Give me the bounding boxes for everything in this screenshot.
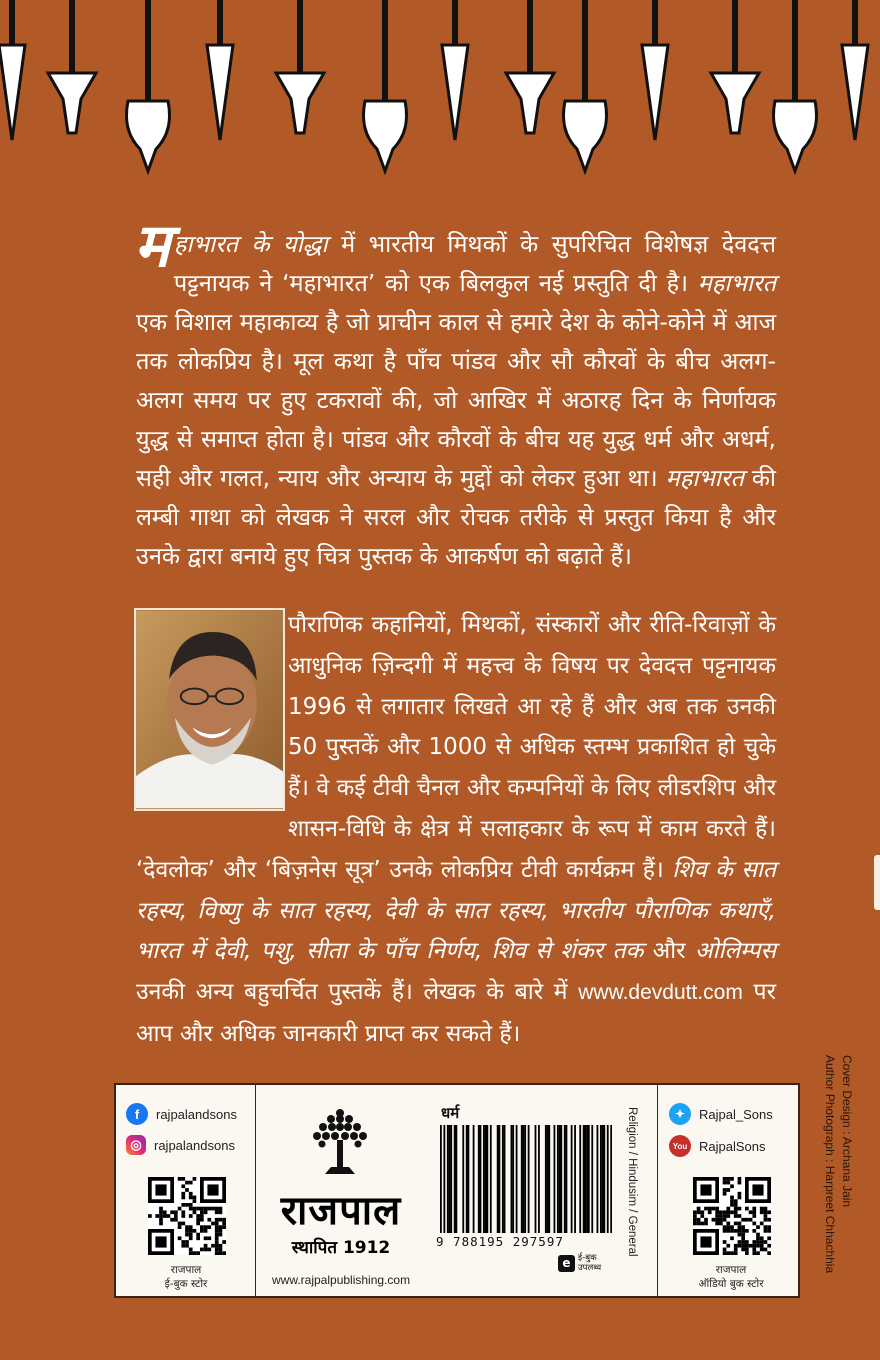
- drop-cap: म: [134, 211, 170, 281]
- publisher-website[interactable]: www.rajpalpublishing.com: [272, 1273, 411, 1287]
- isbn-barcode: [440, 1125, 612, 1233]
- youtube-handle: RajpalSons: [699, 1138, 766, 1154]
- spear-shape: [774, 0, 817, 171]
- qr-code-ebook-store[interactable]: [148, 1177, 226, 1255]
- blurb-text-1: में भारतीय मिथकों के सुपरिचित विशेषज्ञ देवदत्त पट्टनायक ने ‘महाभारत’ को एक बिलकुल नई प्रस्तुति दी है।: [173, 230, 777, 297]
- bio-books-italic: शिव के सात रहस्य, विष्णु के सात रहस्य, देवी के सात रहस्य, भारतीय पौराणिक कथाएँ, भारत में देवी, पशु, सीता के पाँच निर्णय, शिव से शंकर तक: [136, 856, 776, 965]
- blurb-text-3: की लम्बी गाथा को लेखक ने सरल और रोचक तरीके से प्रस्तुत किया है और उनके द्वारा बनाये हुए चित्र पुस्तक के आकर्षण को बढ़ाते हैं।: [136, 464, 776, 570]
- spear-shape: [0, 0, 25, 140]
- qr-left-caption-line-1: राजपाल: [170, 1264, 202, 1276]
- author-photo-credit: Author Photograph : Harpreet Chhachhia: [823, 1055, 837, 1274]
- category-english: Religion / Hindusim / General: [626, 1107, 638, 1257]
- bio-olympus-italic: ओलिम्पस: [694, 938, 776, 965]
- twitter-row[interactable]: [669, 1103, 773, 1125]
- qr-code-audiobook-store[interactable]: [693, 1177, 771, 1255]
- category-hindi: धर्म: [441, 1104, 460, 1122]
- qr-right-caption: [671, 1263, 791, 1291]
- bio-text-1: पौराणिक कहानियों, मिथकों, संस्कारों और रीति-रिवाज़ों के आधुनिक ज़िन्दगी में महत्त्व के विषय पर देवदत्त पट्टनायक 1996 से लगातार लिखते आ रहे हैं और अब तक उनकी 50 पुस्तकें और 1000 से अधिक स्तम्भ प्रकाशित हो चुके हैं। वे कई टीवी चैनल और कम्पनियों के लिए लीडरशिप और शासन-विधि के क्षेत्र में सलाहकार के रूप में काम करते हैं। ‘देवलोक’ और ‘बिज़नेस सूत्र’ उनके लोकप्रिय टीवी कार्यक्रम हैं।: [136, 612, 776, 883]
- spear-shape: [642, 0, 668, 140]
- facebook-handle: rajpalandsons: [156, 1106, 237, 1122]
- twitter-icon: ✦: [669, 1103, 691, 1125]
- spear-shape: [842, 0, 868, 140]
- spear-shape: [364, 0, 407, 171]
- instagram-row[interactable]: [126, 1135, 235, 1155]
- youtube-icon: You: [669, 1135, 691, 1157]
- ebook-badge-line-2: उपलब्ध: [578, 1263, 602, 1273]
- spear-shape: [506, 0, 554, 133]
- qr-left-caption-line-2: ई-बुक स्टोर: [164, 1278, 208, 1290]
- bio-text-2: और: [643, 938, 695, 965]
- isbn-number: 9 788195 297597: [436, 1234, 564, 1249]
- instagram-icon: ◎: [126, 1135, 146, 1155]
- facebook-row[interactable]: [126, 1103, 237, 1125]
- instagram-handle: rajpalandsons: [154, 1137, 235, 1153]
- spear-shape: [564, 0, 607, 171]
- spear-shape: [207, 0, 233, 140]
- book-title-italic: हाभारत के योद्धा: [173, 230, 328, 258]
- spear-shape: [127, 0, 170, 171]
- qr-left-caption: [126, 1263, 246, 1291]
- barcode-area: [436, 1097, 628, 1287]
- publisher-panel: [114, 1083, 800, 1298]
- qr-right-caption-line-1: राजपाल: [715, 1264, 747, 1276]
- facebook-icon: f: [126, 1103, 148, 1125]
- publisher-logo: [256, 1085, 426, 1296]
- twitter-handle: Rajpal_Sons: [699, 1106, 773, 1122]
- blurb-text-2: एक विशाल महाकाव्य है जो प्राचीन काल से हमारे देश के कोने-कोने में आज तक लोकप्रिय है। मूल कथा है पाँच पांडव और सौ कौरवों के बीच अलग-अलग समय पर हुए टकरावों की, जो आखिर में अठारह दिन के निर्णायक युद्ध से समाप्त होता है। पांडव और कौरवों के बीच यह युद्ध धर्म और अधर्म, सही और गलत, न्याय और अन्याय के मुद्दों को लेकर हुआ था।: [136, 308, 776, 492]
- ebook-badge: [558, 1253, 601, 1273]
- cover-design-credit: Cover Design : Archana Jain: [840, 1055, 854, 1208]
- edge-mark: [874, 855, 880, 910]
- ebook-icon: e: [558, 1255, 575, 1272]
- youtube-row[interactable]: [669, 1135, 766, 1157]
- bio-text-3: उनकी अन्य बहुचर्चित पुस्तकें हैं। लेखक के बारे में: [136, 979, 579, 1006]
- blurb-italic-2: महाभारत: [697, 269, 776, 297]
- bio-text-4: पर आप और अधिक जानकारी प्राप्त कर सकते हैं।: [136, 979, 776, 1047]
- divider: [657, 1085, 658, 1296]
- blurb-italic-3: महाभारत: [665, 464, 744, 492]
- publisher-established: स्थापित 1912: [291, 1238, 391, 1258]
- spear-shape: [48, 0, 96, 133]
- photo-space: [136, 605, 288, 811]
- spear-shape: [711, 0, 759, 133]
- publisher-name: राजपाल: [280, 1188, 402, 1234]
- spear-shape: [442, 0, 468, 140]
- author-website-link[interactable]: www.devdutt.com: [578, 981, 743, 1005]
- blurb-paragraph: [134, 211, 777, 576]
- ebook-badge-line-1: ई-बुक: [578, 1253, 597, 1263]
- qr-right-caption-line-2: ऑडियो बुक स्टोर: [698, 1278, 764, 1290]
- credits: [822, 1055, 862, 1305]
- tree-logo-icon: [311, 1107, 369, 1177]
- author-bio-paragraph: [136, 605, 776, 1055]
- spear-shape: [276, 0, 324, 133]
- spears-illustration: [0, 0, 880, 175]
